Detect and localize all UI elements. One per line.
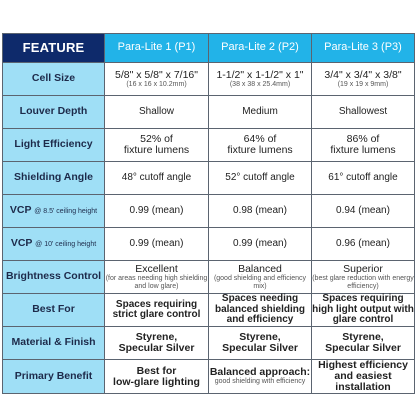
p2-brightness-sub: (good shielding and efficiency mix): [213, 275, 307, 290]
header-p3: Para-Lite 3 (P3): [312, 34, 415, 63]
p3-material: [312, 327, 415, 360]
p2-best-for: [209, 294, 312, 327]
p1-brightness-main: Excellent: [135, 263, 178, 276]
p1-brightness: [105, 261, 209, 294]
header-p1: Para-Lite 1 (P1): [105, 34, 209, 63]
p1-eff-b: fixture lumens: [123, 144, 190, 156]
label-louver-depth: Louver Depth: [3, 96, 105, 129]
row-shielding-angle: [3, 162, 415, 195]
p2-best-for-text: Spaces needing balanced shielding and efficiency: [214, 293, 306, 326]
comparison-table: [2, 33, 415, 394]
p3-brightness-sub: (best glare reduction with energy efficiency): [312, 275, 414, 290]
p2-vcp-85: 0.98 (mean): [209, 195, 312, 228]
p3-material-a: Styrene,: [342, 330, 384, 343]
p2-brightness-main: Balanced: [238, 263, 282, 276]
p1-primary-b: low-glare lighting: [113, 375, 200, 388]
p1-material-a: Styrene,: [135, 330, 178, 343]
row-best-for: [3, 294, 415, 327]
p3-shielding-angle: 61° cutoff angle: [312, 162, 415, 195]
p3-eff-b: fixture lumens: [330, 144, 396, 156]
p2-eff-b: fixture lumens: [227, 144, 293, 156]
header-row: [3, 34, 415, 63]
header-p2: Para-Lite 2 (P2): [209, 34, 312, 63]
row-material: [3, 327, 415, 360]
p3-light-efficiency: [312, 129, 415, 162]
p2-primary-main: Balanced approach:: [209, 366, 311, 379]
vcp-85-main: VCP: [9, 204, 32, 217]
label-shielding-angle: Shielding Angle: [3, 162, 105, 195]
row-brightness: [3, 261, 415, 294]
p3-best-for-text: Spaces requiring high light output with glare control: [312, 293, 414, 326]
p1-eff-a: 52% of: [140, 132, 173, 145]
p1-vcp-85: 0.99 (mean): [105, 195, 209, 228]
p2-cell-size: [209, 63, 312, 96]
label-light-efficiency: Light Efficiency: [3, 129, 105, 162]
row-vcp-85: [3, 195, 415, 228]
p3-cell-size-sub: (19 x 19 x 9mm): [337, 80, 389, 88]
label-primary-benefit: Primary Benefit: [3, 360, 105, 394]
p1-cell-size-sub: (16 x 16 x 10.2mm): [126, 80, 187, 88]
p2-brightness: [209, 261, 312, 294]
row-primary-benefit: [3, 360, 415, 394]
p2-louver-depth: Medium: [209, 96, 312, 129]
p3-best-for: [312, 294, 415, 327]
header-feature: FEATURE: [3, 34, 105, 63]
p3-brightness-main: Superior: [343, 263, 383, 276]
p1-best-for: [105, 294, 209, 327]
p1-material-b: Specular Silver: [118, 342, 195, 354]
row-light-efficiency: [3, 129, 415, 162]
p1-primary-benefit: [105, 360, 209, 394]
p3-vcp-10: 0.96 (mean): [312, 228, 415, 261]
label-best-for: Best For: [3, 294, 105, 327]
p2-primary-sub: good shielding with efficiency: [214, 378, 306, 386]
p1-best-for-text: Spaces requiring strict glare control: [112, 298, 201, 320]
p2-vcp-10: 0.99 (mean): [209, 228, 312, 261]
p1-vcp-10: 0.99 (mean): [105, 228, 209, 261]
p1-material: [105, 327, 209, 360]
label-cell-size: Cell Size: [3, 63, 105, 96]
p2-cell-size-sub: (38 x 38 x 25.4mm): [229, 80, 291, 88]
p2-light-efficiency: [209, 129, 312, 162]
label-vcp-85: [3, 195, 105, 228]
p2-material: [209, 327, 312, 360]
row-louver-depth: [3, 96, 415, 129]
label-material: Material & Finish: [3, 327, 105, 360]
p3-eff-a: 86% of: [346, 132, 380, 145]
p2-cell-size-main: 1-1/2" x 1-1/2" x 1": [216, 68, 304, 81]
p3-primary-b: and easiest installation: [334, 370, 392, 394]
row-vcp-10: [3, 228, 415, 261]
label-vcp-10: [3, 228, 105, 261]
p3-vcp-85: 0.94 (mean): [312, 195, 415, 228]
p1-cell-size-main: 5/8" x 5/8" x 7/16": [115, 68, 198, 81]
p2-eff-a: 64% of: [243, 132, 277, 145]
p2-material-b: Specular Silver: [222, 342, 298, 354]
p1-louver-depth: Shallow: [105, 96, 209, 129]
p1-cell-size: [105, 63, 209, 96]
p1-brightness-sub: (for areas needing high shielding and low glare): [105, 275, 208, 290]
vcp-85-sub: @ 8.5' ceiling height: [34, 208, 98, 216]
p3-cell-size-main: 3/4" x 3/4" x 3/8": [324, 68, 402, 81]
p3-louver-depth: Shallowest: [312, 96, 415, 129]
p2-material-a: Styrene,: [239, 330, 281, 343]
p3-cell-size: [312, 63, 415, 96]
p1-light-efficiency: [105, 129, 209, 162]
p3-brightness: [312, 261, 415, 294]
p1-primary-a: Best for: [136, 364, 177, 377]
label-brightness: Brightness Control: [3, 261, 105, 294]
p3-primary-benefit: [312, 360, 415, 394]
p3-material-b: Specular Silver: [325, 342, 401, 354]
vcp-10-main: VCP: [10, 237, 33, 250]
p3-primary-a: Highest efficiency: [318, 359, 408, 371]
vcp-10-sub: @ 10' ceiling height: [35, 241, 97, 249]
row-cell-size: [3, 63, 415, 96]
p2-primary-benefit: [209, 360, 312, 394]
p1-shielding-angle: 48° cutoff angle: [105, 162, 209, 195]
p2-shielding-angle: 52° cutoff angle: [209, 162, 312, 195]
